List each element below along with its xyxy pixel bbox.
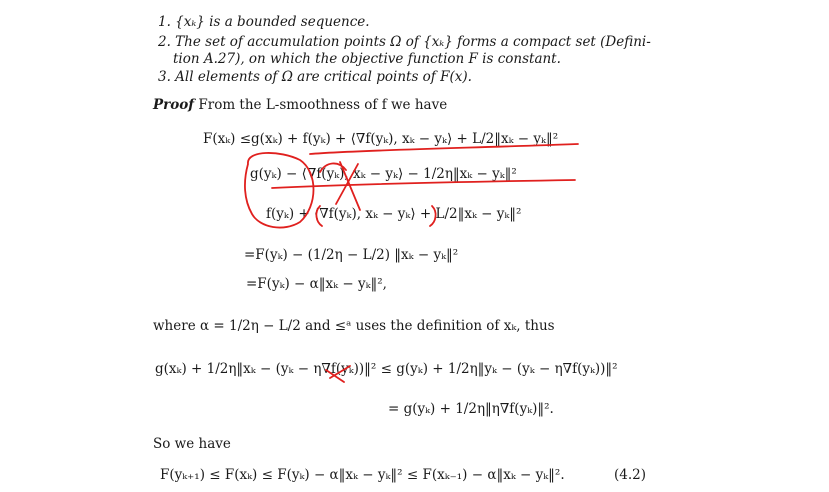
assumption-2-cont: tion A.27), on which the objective function F is constant.	[173, 51, 561, 67]
assumption-3: 3. All elements of Ω are critical points of F(x).	[158, 69, 472, 85]
equation-g-line-2: = g(yₖ) + 1/2η‖η∇f(yₖ)‖².	[388, 401, 554, 417]
proof-intro: From the L-smoothness of f we have	[198, 97, 448, 113]
equation-line-4: =F(yₖ) − (1/2η − L/2) ‖xₖ − yₖ‖²	[244, 247, 459, 263]
equation-line-5: =F(yₖ) − α‖xₖ − yₖ‖²,	[246, 276, 387, 292]
equation-line-1: F(xₖ) ≤g(xₖ) + f(yₖ) + ⟨∇f(yₖ), xₖ − yₖ⟩ + L/2‖xₖ − yₖ‖²	[203, 131, 559, 147]
where-clause: where α = 1/2η − L/2 and ≤ᵃ uses the definition of xₖ, thus	[153, 318, 555, 334]
equation-g-line-1: g(xₖ) + 1/2η‖xₖ − (yₖ − η∇f(yₖ))‖² ≤ g(yₖ) + 1/2η‖yₖ − (yₖ − η∇f(yₖ))‖²	[155, 361, 618, 377]
equation-line-3: f(yₖ) + ⟨∇f(yₖ), xₖ − yₖ⟩ + L/2‖xₖ − yₖ‖²	[266, 206, 522, 222]
equation-line-2: g(yₖ) − ⟨∇f(yₖ), xₖ − yₖ⟩ − 1/2η‖xₖ − yₖ‖²	[250, 166, 517, 182]
so-we-have: So we have	[153, 436, 231, 452]
assumption-1: 1. {xₖ} is a bounded sequence.	[158, 14, 370, 30]
proof-label: Proof	[153, 97, 195, 113]
assumption-2: 2. The set of accumulation points Ω of {xₖ} forms a compact set (Defini-	[158, 34, 651, 50]
equation-number: (4.2)	[614, 467, 647, 483]
proof-intro-line	[153, 97, 447, 113]
final-inequality: F(yₖ₊₁) ≤ F(xₖ) ≤ F(yₖ) − α‖xₖ − yₖ‖² ≤ F(xₖ₋₁) − α‖xₖ − yₖ‖².	[160, 467, 565, 483]
